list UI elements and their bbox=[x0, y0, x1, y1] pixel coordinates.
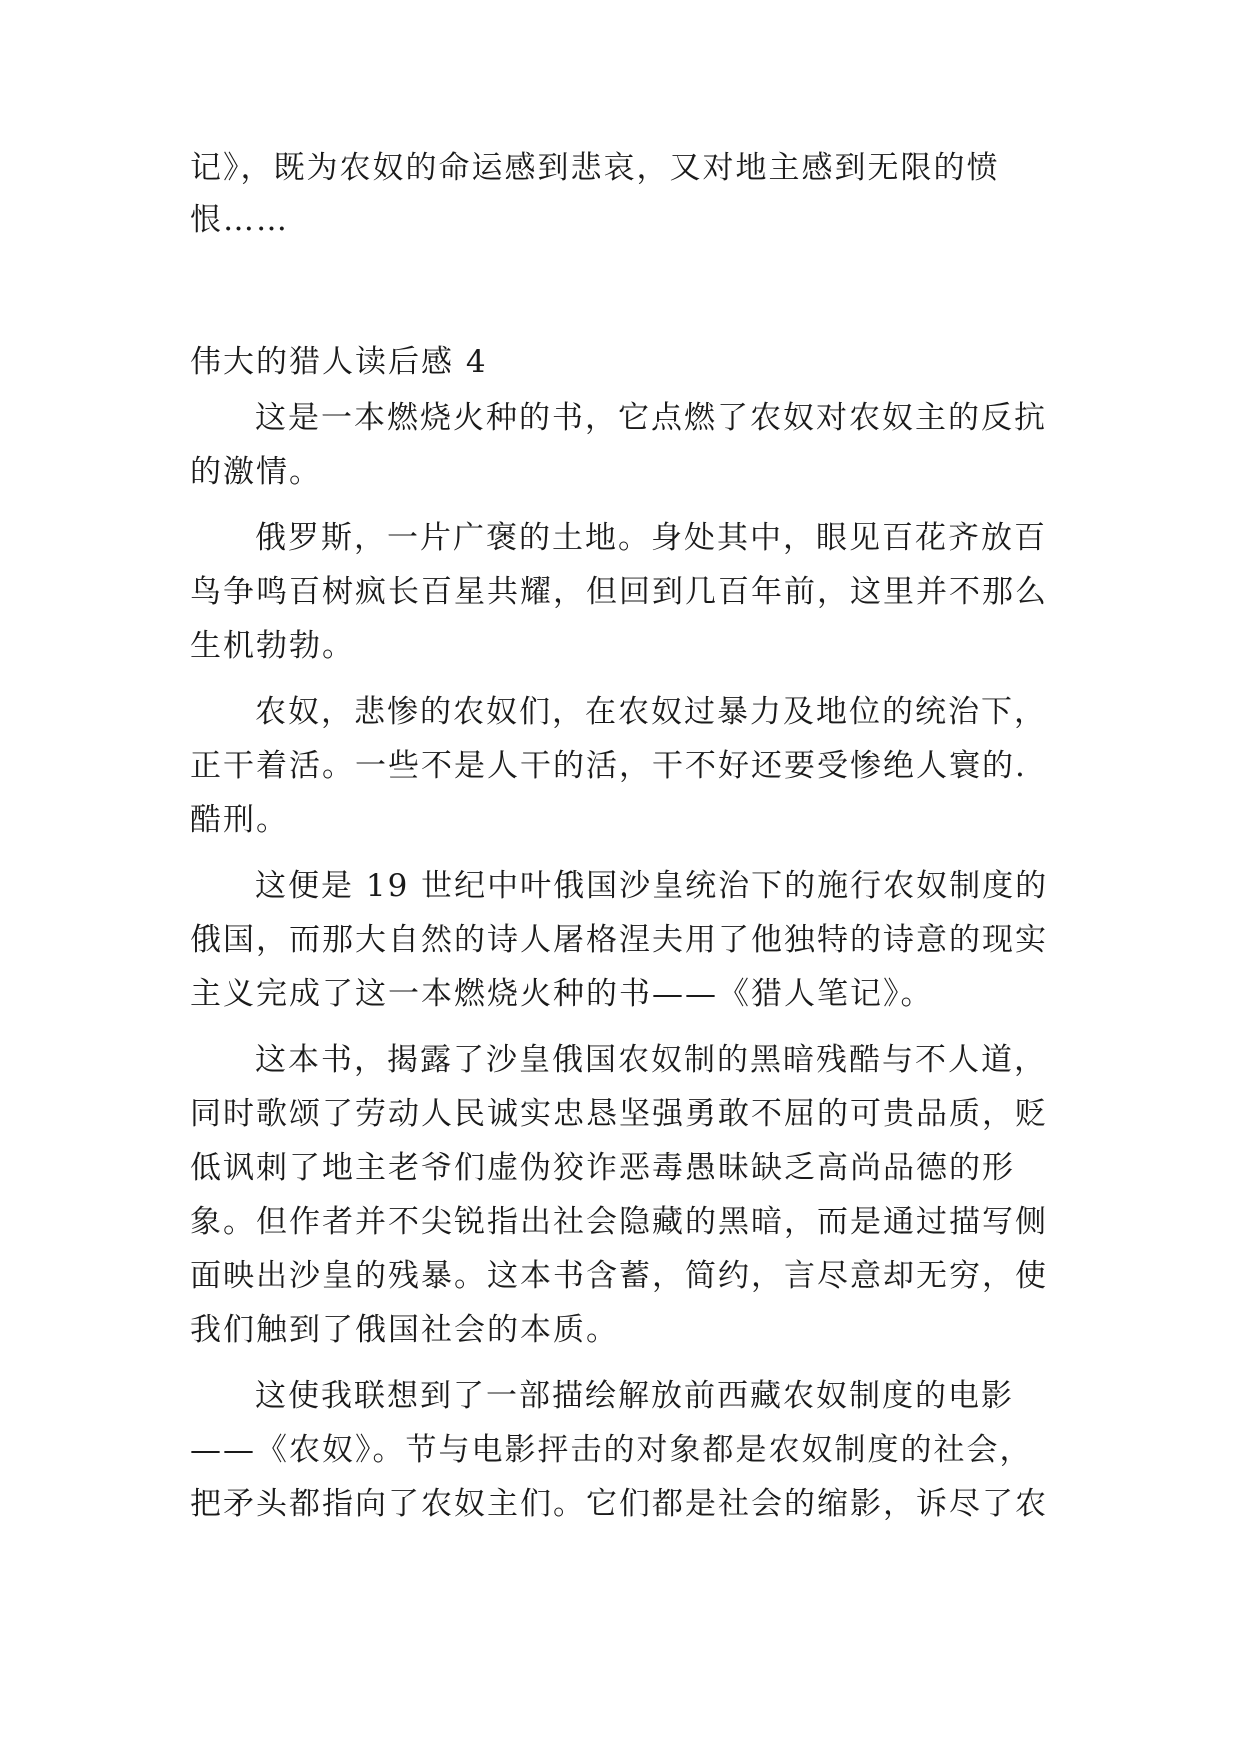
paragraph-first-line: 俄罗斯，一片广褒的土地。身处其中，眼见百花齐放百 bbox=[255, 520, 1047, 556]
section-heading: 伟大的猎人读后感 4 bbox=[190, 344, 488, 380]
text-line: 面映出沙皇的残暴。这本书含蓄，简约，言尽意却无穷，使 bbox=[190, 1258, 1048, 1294]
paragraph-first-line: 这使我联想到了一部描绘解放前西藏农奴制度的电影 bbox=[255, 1378, 1014, 1414]
text-line: 的激情。 bbox=[190, 454, 322, 490]
text-line: 恨…… bbox=[190, 202, 289, 238]
text-line: 我们触到了俄国社会的本质。 bbox=[190, 1312, 619, 1348]
text-line: 酷刑。 bbox=[190, 802, 289, 838]
paragraph-first-line: 农奴，悲惨的农奴们，在农奴过暴力及地位的统治下， bbox=[255, 694, 1047, 730]
text-line: 同时歌颂了劳动人民诚实忠恳坚强勇敢不屈的可贵品质，贬 bbox=[190, 1096, 1048, 1132]
text-line: 把矛头都指向了农奴主们。它们都是社会的缩影，诉尽了农 bbox=[190, 1486, 1048, 1522]
paragraph-first-line: 这便是 19 世纪中叶俄国沙皇统治下的施行农奴制度的 bbox=[255, 868, 1049, 904]
text-line: ——《农奴》。节与电影抨击的对象都是农奴制度的社会， bbox=[190, 1432, 1033, 1468]
paragraph-first-line: 这是一本燃烧火种的书，它点燃了农奴对农奴主的反抗 bbox=[255, 400, 1047, 436]
text-line: 象。但作者并不尖锐指出社会隐藏的黑暗，而是通过描写侧 bbox=[190, 1204, 1048, 1240]
text-line: 正干着活。一些不是人干的活，干不好还要受惨绝人寰的. bbox=[190, 748, 1027, 784]
text-line: 低讽刺了地主老爷们虚伪狡诈恶毒愚昧缺乏高尚品德的形 bbox=[190, 1150, 1015, 1186]
paragraph-first-line: 这本书，揭露了沙皇俄国农奴制的黑暗残酷与不人道， bbox=[255, 1042, 1047, 1078]
text-line: 俄国，而那大自然的诗人屠格涅夫用了他独特的诗意的现实 bbox=[190, 922, 1048, 958]
text-line: 鸟争鸣百树疯长百星共耀，但回到几百年前，这里并不那么 bbox=[190, 574, 1048, 610]
text-line: 主义完成了这一本燃烧火种的书——《猎人笔记》。 bbox=[190, 976, 934, 1012]
text-line: 记》，既为农奴的命运感到悲哀，又对地主感到无限的愤 bbox=[190, 150, 1000, 186]
text-line: 生机勃勃。 bbox=[190, 628, 355, 664]
